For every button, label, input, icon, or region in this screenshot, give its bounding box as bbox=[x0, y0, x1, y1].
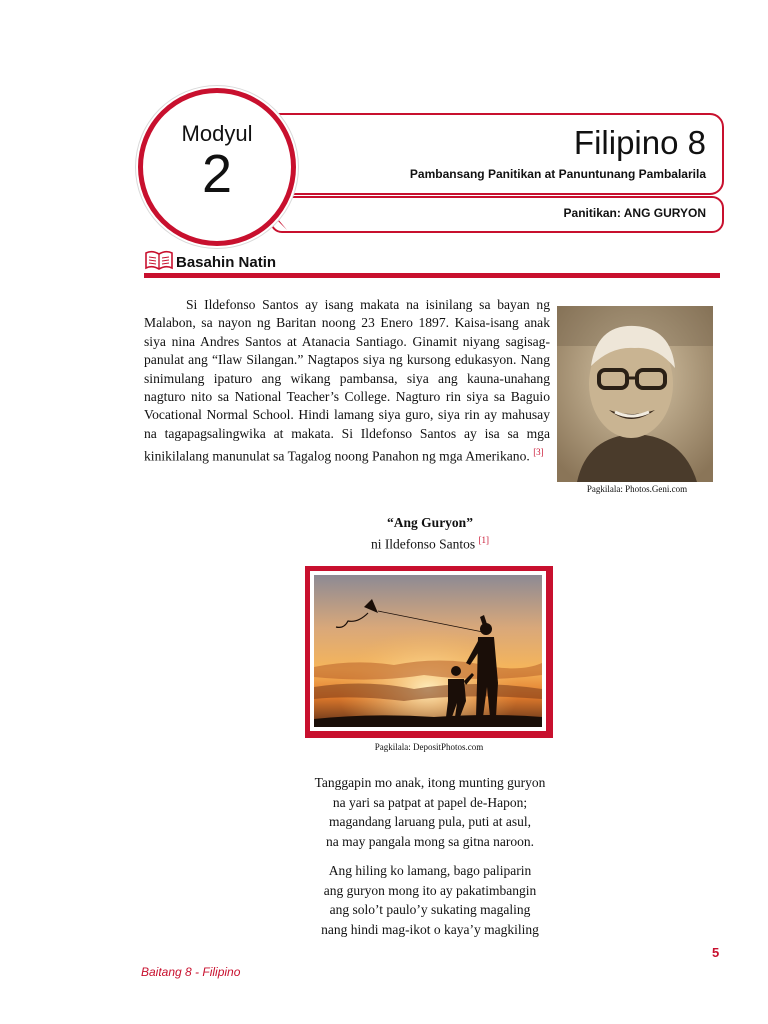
poem-line: magandang laruang pula, puti at asul, bbox=[328, 814, 532, 829]
section-divider bbox=[144, 273, 720, 278]
page-subtitle: Pambansang Panitikan at Panuntunang Pambalarila bbox=[409, 167, 706, 181]
poem-title: “Ang Guryon” bbox=[387, 515, 473, 530]
module-badge bbox=[138, 88, 296, 246]
kite-sunset-image bbox=[314, 575, 542, 727]
page-title: Filipino 8 bbox=[573, 124, 706, 161]
section-heading: Basahin Natin bbox=[176, 254, 277, 271]
bio-paragraph bbox=[144, 296, 550, 466]
poem-stanza-2 bbox=[0, 861, 768, 939]
page-number: 5 bbox=[712, 945, 720, 960]
poem-author-reference: [1] bbox=[478, 535, 490, 545]
poem-line: nang hindi mag-ikot o kaya’y magkiling bbox=[321, 921, 539, 937]
bio-text: Si Ildefonso Santos ay isang makata na isinilang sa bayan ng Malabon, sa nayon ng Baritan noong 23 Enero 1897. Kaisa-isang anak siya nina Andres Santos at Atanacia Santiago. Ginamit niyang sagisag-panulat ang “Ilaw Silangan.” Nagtapos siya ng kursong edukasyon. Nang sinimulang ipaturo ang wikang pambansa, siya ang kauna-unahang nagturo nito sa National Teacher’s College. Nagturo rin siya sa Baguio Vocational Normal School. Hindi lamang siya guro, siya rin ay mahusay na tagapagsalingwika at makata. Si Ildefonso Santos ay isa sa mga kinikilalang manunulat sa Tagalog noong Panahon ng mga Amerikano. bbox=[144, 297, 550, 464]
poem-author bbox=[0, 535, 768, 553]
module-number: 2 bbox=[201, 144, 233, 204]
poem-stanza-1 bbox=[0, 773, 768, 851]
module-label: Modyul bbox=[181, 121, 253, 146]
book-icon bbox=[145, 250, 173, 270]
poem-line: Tanggapin mo anak, itong munting guryon bbox=[314, 775, 546, 790]
poem-line: Ang hiling ko lamang, bago paliparin bbox=[328, 863, 532, 878]
panitikan-label: Panitikan: ANG GURYON bbox=[563, 206, 706, 220]
bio-reference: [3] bbox=[533, 447, 544, 458]
grade-footer: Baitang 8 - Filipino bbox=[141, 965, 241, 979]
image-caption: Pagkilala: DepositPhotos.com bbox=[374, 742, 484, 752]
poem-line: na may pangala mong sa gitna naroon. bbox=[325, 833, 535, 849]
kite-image-frame bbox=[305, 566, 553, 738]
poem-line: ang guryon mong ito ay pakatimbangin bbox=[323, 882, 537, 898]
poem-line: ang solo’t paulo’y sukating magaling bbox=[329, 902, 531, 917]
portrait-caption: Pagkilala: Photos.Geni.com bbox=[586, 484, 688, 494]
poem-author-text: ni Ildefonso Santos bbox=[370, 536, 476, 552]
poem-line: na yari sa patpat at papel de-Hapon; bbox=[332, 794, 528, 810]
author-portrait bbox=[557, 306, 713, 482]
